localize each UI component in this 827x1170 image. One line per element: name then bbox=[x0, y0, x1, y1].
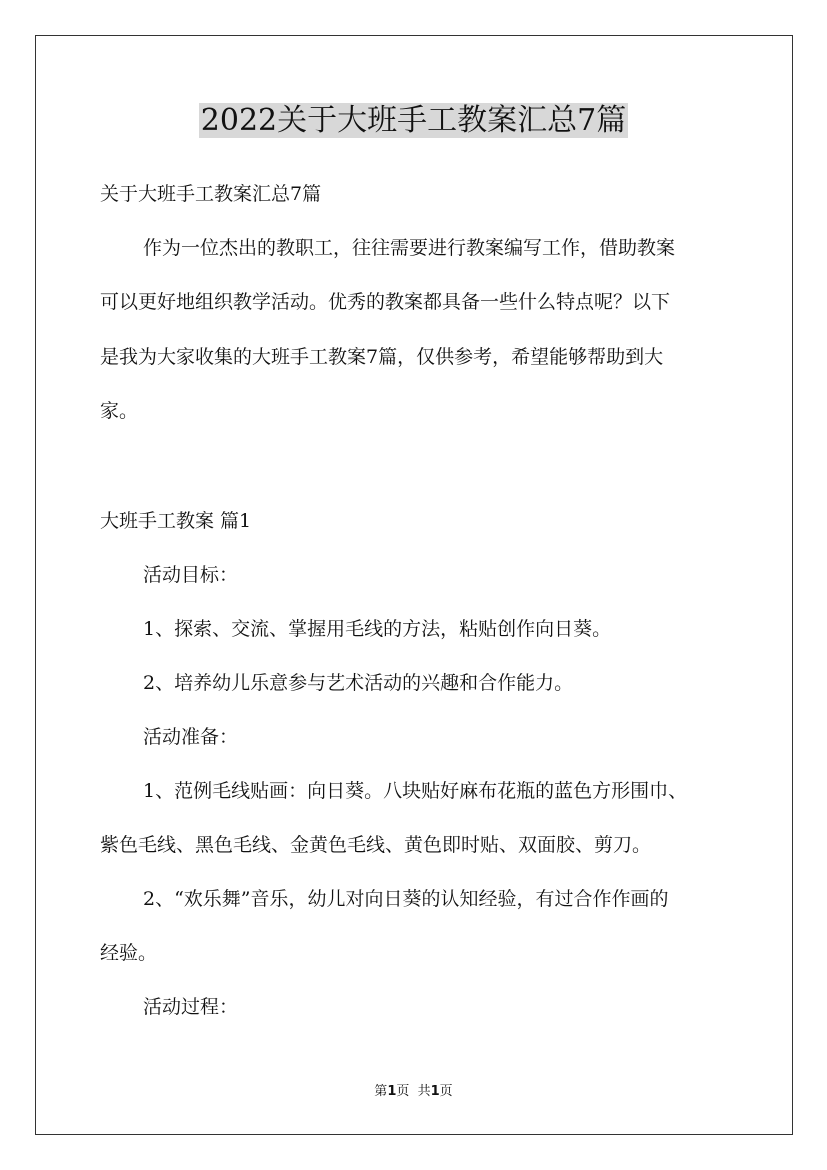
intro-line: 作为一位杰出的教职工，往往需要进行教案编写工作，借助教案 bbox=[143, 237, 676, 259]
footer-mid: 页 共 bbox=[396, 1084, 431, 1099]
footer-page-number: 1 bbox=[387, 1084, 397, 1099]
section-line: 活动过程： bbox=[143, 996, 239, 1018]
page-footer bbox=[0, 1083, 827, 1101]
section-line: 经验。 bbox=[100, 942, 158, 964]
section-line: 1、范例毛线贴画：向日葵。八块贴好麻布花瓶的蓝色方形围巾、 bbox=[143, 780, 688, 802]
document-title bbox=[0, 101, 827, 141]
intro-line: 家。 bbox=[100, 400, 139, 422]
section-line: 活动目标： bbox=[143, 564, 239, 586]
section-heading: 大班手工教案 篇1 bbox=[100, 510, 252, 532]
footer-prefix: 第 bbox=[374, 1084, 388, 1099]
section-line: 2、培养幼儿乐意参与艺术活动的兴趣和合作能力。 bbox=[143, 672, 574, 694]
section-line: 活动准备： bbox=[143, 726, 239, 748]
section-line: 紫色毛线、黑色毛线、金黄色毛线、黄色即时贴、双面胶、剪刀。 bbox=[100, 834, 652, 856]
document-title-text: 2022关于大班手工教案汇总7篇 bbox=[200, 103, 627, 138]
section-line: 2、“欢乐舞”音乐，幼儿对向日葵的认知经验，有过合作作画的 bbox=[143, 888, 669, 910]
intro-line: 可以更好地组织教学活动。优秀的教案都具备一些什么特点呢？以下 bbox=[100, 291, 671, 313]
section-line: 1、探索、交流、掌握用毛线的方法，粘贴创作向日葵。 bbox=[143, 618, 612, 640]
footer-suffix: 页 bbox=[439, 1084, 453, 1099]
document-subtitle: 关于大班手工教案汇总7篇 bbox=[100, 183, 322, 205]
footer-page-total: 1 bbox=[430, 1084, 440, 1099]
intro-line: 是我为大家收集的大班手工教案7篇，仅供参考，希望能够帮助到大 bbox=[100, 346, 664, 368]
